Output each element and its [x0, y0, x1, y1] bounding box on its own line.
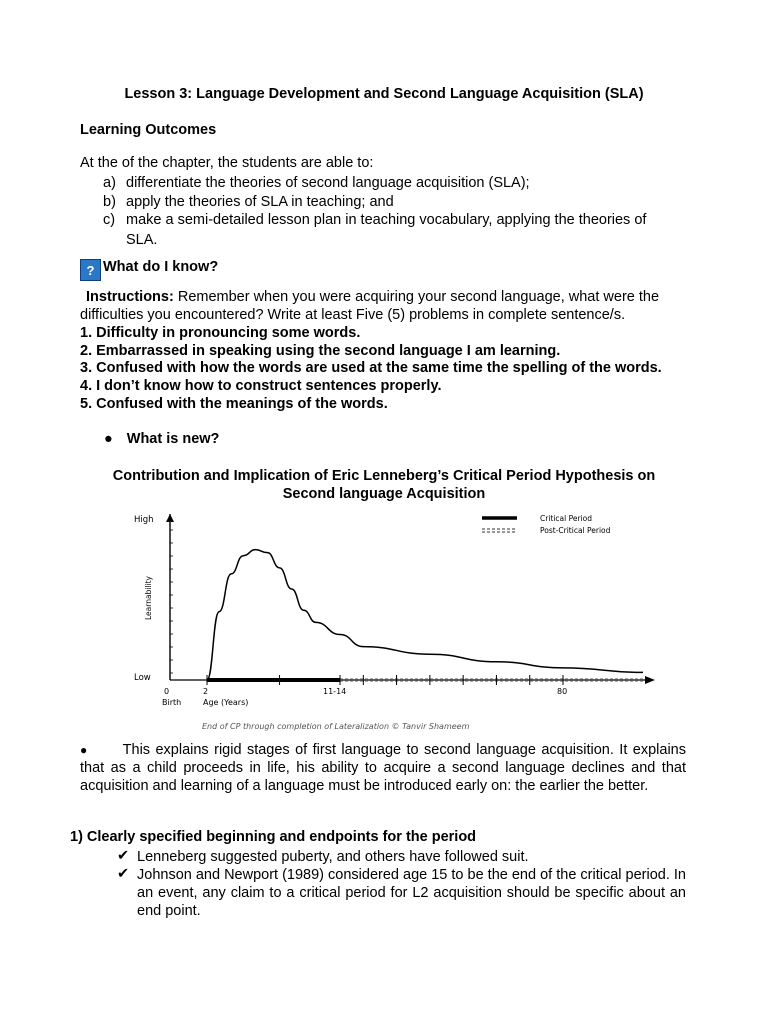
x-tick-label: 0 [164, 687, 170, 696]
learnability-curve [207, 550, 643, 680]
check-text: Lenneberg suggested puberty, and others have followed suit. [137, 849, 529, 865]
instructions-label: Instructions: [86, 289, 174, 305]
answer-item: 3. Confused with how the words are used at the same time the spelling of the words. [80, 360, 662, 376]
list-text: differentiate the theories of second language acquisition (SLA); [126, 175, 530, 191]
bullet-icon: ● [104, 431, 113, 447]
instructions [80, 289, 686, 324]
what-do-i-know-heading [80, 259, 218, 281]
x-sub-label: Birth [162, 698, 182, 707]
bullet-icon: ● [80, 743, 89, 757]
checkmark-icon: ✔ [117, 848, 130, 864]
answer-item: 4. I don’t know how to construct sentences properly. [80, 378, 442, 394]
critical-period-chart [120, 506, 660, 734]
instructions-text: Remember when you were acquiring your second language, what were the difficulties you encountered? Write at least Five (5) problems in complete sentence/s. [80, 289, 660, 323]
list-text-continued: SLA. [126, 232, 158, 248]
y-tick-label: High [134, 515, 154, 525]
legend-post-critical-label: Post-Critical Period [540, 526, 611, 535]
list-text: apply the theories of SLA in teaching; and [126, 194, 394, 210]
what-is-new-bullet [104, 431, 219, 447]
learning-outcomes-heading: Learning Outcomes [80, 122, 217, 138]
what-do-i-know-label: What do I know? [103, 259, 219, 275]
y-tick-label: Low [134, 673, 151, 683]
x-axis-arrow [645, 676, 655, 684]
question-icon: ? [80, 259, 101, 281]
section-1-heading: 1) Clearly specified beginning and endpoints for the period [70, 829, 477, 845]
list-letter: b) [103, 194, 116, 210]
x-tick-label: 11-14 [323, 687, 347, 696]
y-axis-label: Learnability [144, 576, 153, 620]
chart-title-line-1: Contribution and Implication of Eric Lenneberg’s Critical Period Hypothesis on [112, 468, 656, 484]
explanation-text: This explains rigid stages of first language to second language acquisition. It explains that as a child proceeds in life, his ability to acquire a second language declines and that acquisition and learning of a language must be introduced early on: the earlier the better. [80, 742, 686, 794]
list-text: make a semi-detailed lesson plan in teaching vocabulary, applying the theories of [126, 212, 647, 228]
x-axis-label: Age (Years) [203, 698, 249, 707]
checkmark-icon: ✔ [117, 866, 130, 882]
answer-item: 1. Difficulty in pronouncing some words. [80, 325, 361, 341]
legend-critical-period-label: Critical Period [540, 514, 593, 523]
x-tick-label: 2 [203, 687, 209, 696]
explanation-paragraph [80, 741, 686, 795]
what-is-new-label: What is new? [126, 431, 220, 447]
chart-caption: End of CP through completion of Lateralization © Tanvir Shameem [202, 722, 470, 731]
check-text: Johnson and Newport (1989) considered age 15 to be the end of the critical period. In an event, any claim to a critical period for L2 acquisition should be specific about an end point. [137, 867, 686, 919]
lesson-title: Lesson 3: Language Development and Second Language Acquisition (SLA) [124, 86, 644, 102]
list-letter: a) [103, 175, 116, 191]
answer-item: 2. Embarrassed in speaking using the second language I am learning. [80, 343, 561, 359]
list-letter: c) [103, 212, 116, 228]
chart-title [0, 467, 768, 503]
x-tick-label: 80 [557, 687, 568, 696]
y-axis-arrow [166, 514, 174, 522]
answer-item: 5. Confused with the meanings of the words. [80, 396, 388, 412]
outcomes-intro: At the of the chapter, the students are able to: [80, 155, 374, 171]
chart-title-line-2: Second language Acquisition [282, 486, 486, 502]
